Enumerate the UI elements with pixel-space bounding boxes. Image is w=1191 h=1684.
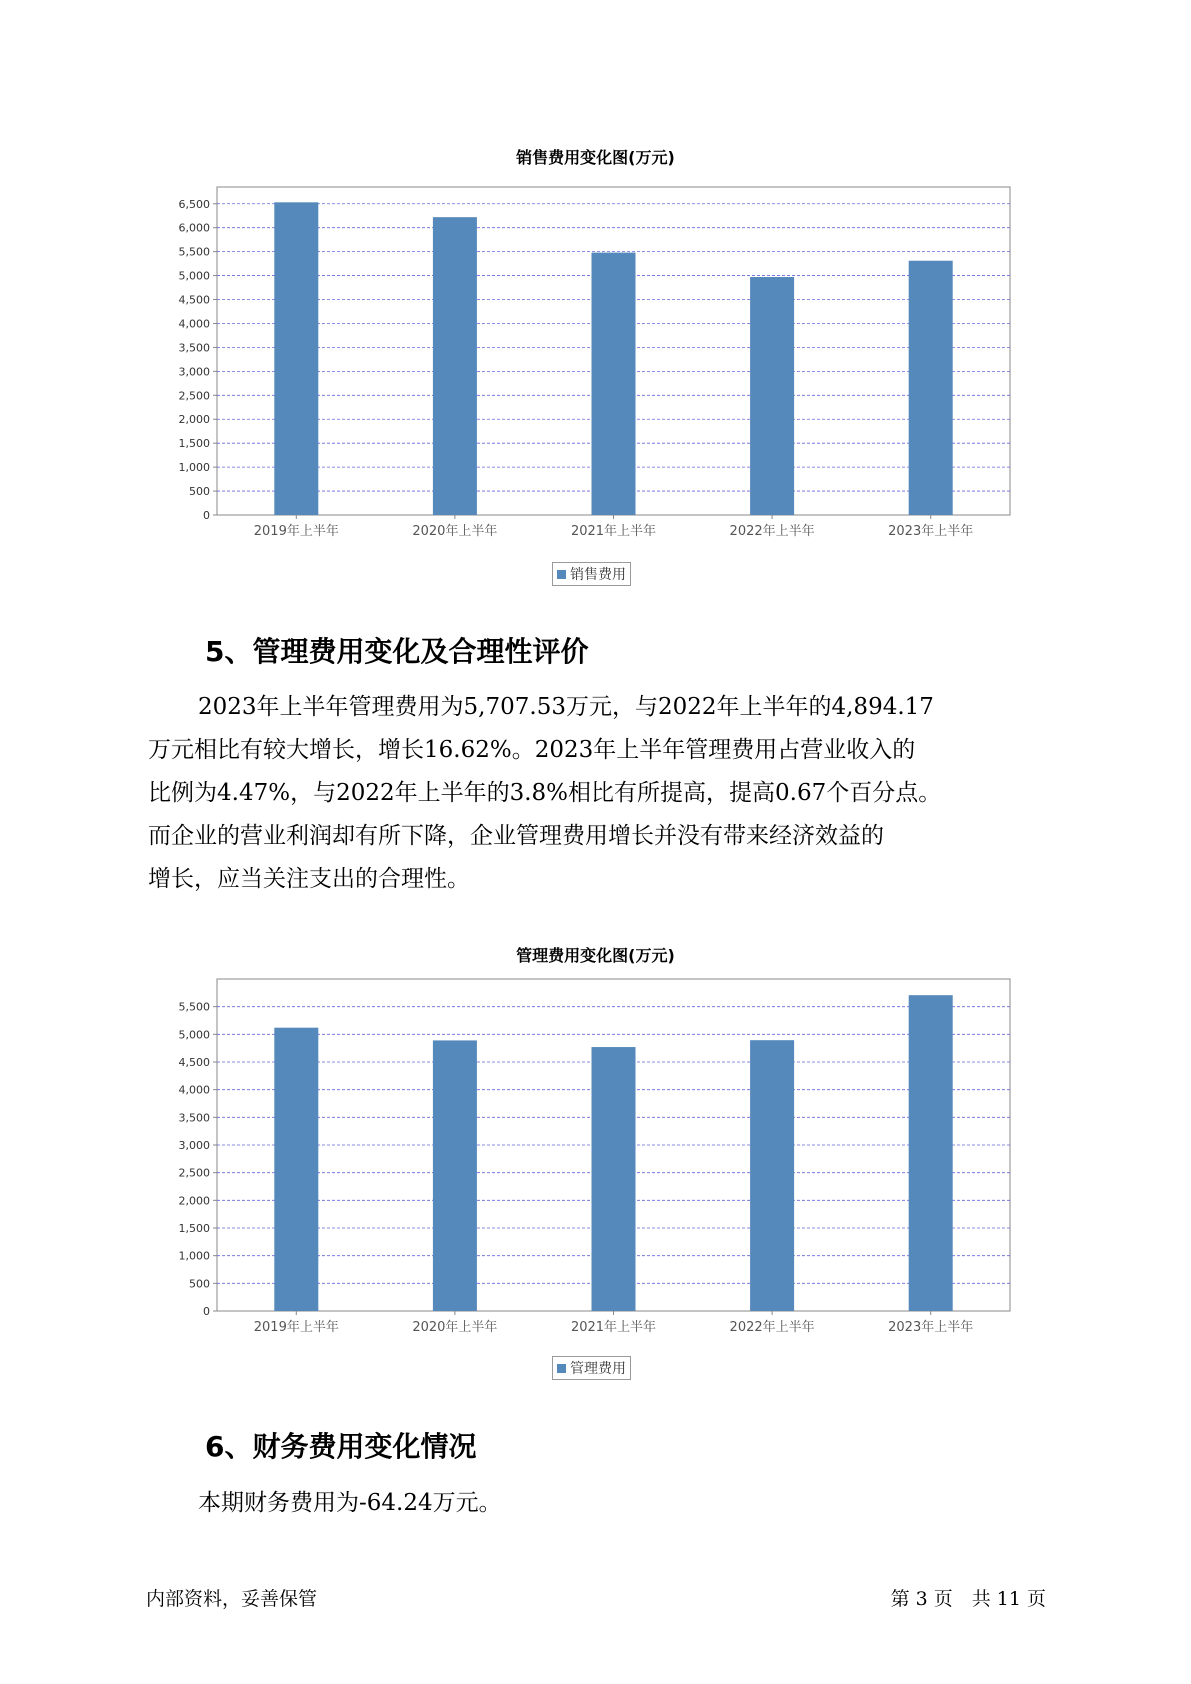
paragraph-line: 2023年上半年管理费用为5,707.53万元，与2022年上半年的4,894.17 xyxy=(198,694,934,720)
y-tick-label: 0 xyxy=(203,1305,210,1318)
y-tick-label: 3,000 xyxy=(178,1139,210,1152)
bar xyxy=(909,261,953,515)
legend-swatch-icon xyxy=(557,570,566,579)
bar xyxy=(433,1040,477,1311)
bar xyxy=(592,1047,636,1311)
admin-chart-title: 管理费用变化图(万元) xyxy=(516,946,675,965)
x-tick-label: 2023年上半年 xyxy=(888,1320,974,1335)
x-tick-label: 2019年上半年 xyxy=(253,524,339,539)
bar xyxy=(909,995,953,1311)
y-tick-label: 1,000 xyxy=(178,461,210,475)
y-tick-label: 5,500 xyxy=(178,1000,210,1014)
y-tick-label: 2,000 xyxy=(178,1194,210,1208)
sales-expense-chart xyxy=(0,180,1191,539)
x-tick-label: 2019年上半年 xyxy=(253,1320,339,1335)
section5-heading: 5、管理费用变化及合理性评价 xyxy=(205,635,589,668)
y-tick-label: 2,000 xyxy=(178,413,210,427)
y-tick-label: 1,000 xyxy=(178,1249,210,1263)
x-tick-label: 2020年上半年 xyxy=(412,1320,498,1335)
bar xyxy=(274,202,318,515)
y-tick-label: 0 xyxy=(203,509,210,522)
y-tick-label: 4,500 xyxy=(178,1056,210,1069)
y-tick-label: 5,000 xyxy=(178,1028,210,1042)
y-tick-label: 5,000 xyxy=(178,269,210,283)
y-tick-label: 3,500 xyxy=(178,341,210,355)
admin-expense-chart xyxy=(0,975,1191,1335)
y-tick-label: 4,000 xyxy=(178,1083,210,1097)
section6-paragraph: 本期财务费用为-64.24万元。 xyxy=(198,1490,502,1516)
paragraph-line: 万元相比有较大增长，增长16.62%。2023年上半年管理费用占营业收入的 xyxy=(148,737,916,763)
y-tick-label: 500 xyxy=(189,1277,210,1291)
paragraph-line: 而企业的营业利润却有所下降，企业管理费用增长并没有带来经济效益的 xyxy=(148,823,884,849)
y-tick-label: 5,500 xyxy=(178,245,210,259)
bar xyxy=(274,1028,318,1311)
x-tick-label: 2021年上半年 xyxy=(570,524,657,539)
x-tick-label: 2022年上半年 xyxy=(729,1320,815,1335)
y-tick-label: 2,500 xyxy=(178,389,210,403)
footer-confidential: 内部资料，妥善保管 xyxy=(146,1588,318,1610)
footer-page-number: 第 3 页 共 11 页 xyxy=(890,1588,1046,1610)
admin-chart-legend: 管理费用 xyxy=(552,1356,631,1380)
y-tick-label: 4,500 xyxy=(178,293,210,307)
y-tick-label: 500 xyxy=(189,485,210,499)
paragraph-line: 比例为4.47%，与2022年上半年的3.8%相比有所提高，提高0.67个百分点。 xyxy=(148,780,942,806)
x-tick-label: 2022年上半年 xyxy=(729,524,815,539)
bar xyxy=(433,217,477,515)
y-tick-label: 1,500 xyxy=(178,1222,210,1235)
sales-chart-legend: 销售费用 xyxy=(552,562,631,586)
y-tick-label: 2,500 xyxy=(178,1166,210,1180)
y-tick-label: 6,000 xyxy=(178,221,210,235)
legend-swatch-icon xyxy=(557,1364,566,1373)
y-tick-label: 6,500 xyxy=(178,197,210,211)
paragraph-line: 增长，应当关注支出的合理性。 xyxy=(148,866,470,892)
y-tick-label: 4,000 xyxy=(178,317,210,331)
x-tick-label: 2021年上半年 xyxy=(570,1320,657,1335)
section6-heading: 6、财务费用变化情况 xyxy=(205,1430,477,1463)
y-tick-label: 3,500 xyxy=(178,1111,210,1125)
bar xyxy=(750,1040,794,1311)
sales-chart-title: 销售费用变化图(万元) xyxy=(516,148,675,167)
bar xyxy=(592,253,636,515)
y-tick-label: 3,000 xyxy=(178,365,210,379)
bar xyxy=(750,277,794,515)
y-tick-label: 1,500 xyxy=(178,437,210,451)
x-tick-label: 2020年上半年 xyxy=(412,524,498,539)
section5-paragraph xyxy=(148,686,1048,901)
x-tick-label: 2023年上半年 xyxy=(888,524,974,539)
